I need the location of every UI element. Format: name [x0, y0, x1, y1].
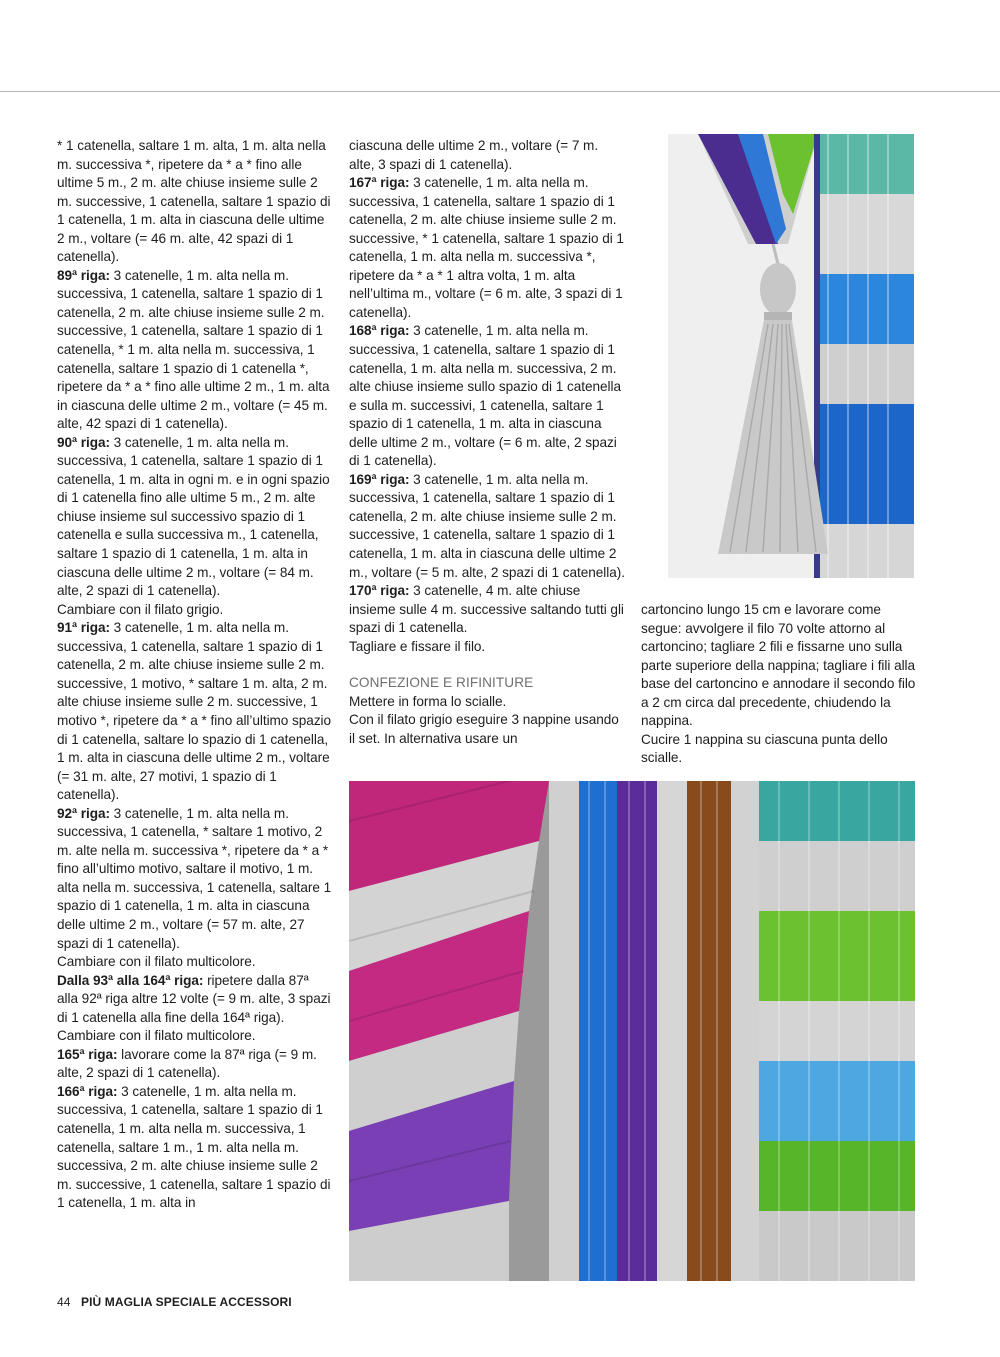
text-column-2 [349, 137, 625, 749]
tassel-photo [668, 134, 914, 578]
paragraph: 167ª riga: 3 catenelle, 1 m. alta nella m. successiva, 1 catenella, saltare 1 spazio di 1 catenella, 2 m. alte chiuse insieme sulle 2 m. successive, * 1 catenella, saltare 1 spazio di 1 catenella, 1 m. alta nella m. successiva *, ripetere da * a * 1 altra volta, 1 m. alta nell’ultima m., voltare (= 6 m. alte, 3 spazi di 1 catenella). [349, 175, 624, 320]
paragraph: cartoncino lungo 15 cm e lavorare come segue: avvolgere il filo 70 volte attorno al cartoncino; tagliare 2 fili e fissarne uno sulla parte superiore della nappina; tagliare i fili alla base del cartoncino e annodare il secondo filo a 2 cm circa dal precedente, chiudendo la nappina. [641, 602, 916, 729]
paragraph: 89ª riga: 3 catenelle, 1 m. alta nella m. successiva, 1 catenella, saltare 1 spazio di 1 catenella, 2 m. alte chiuse insieme sulle 2 m. successive, 1 catenella, saltare 1 spazio di 1 catenella, * 1 m. alta nella m. successiva, 1 catenella, saltare 1 spazio di 1 catenella *, ripetere da * a * fino alle ultime 2 m., 1 m. alta in ciascuna delle ultime 2 m., voltare (= 45 m. alte, 42 spazi di 1 catenella). [57, 267, 330, 432]
paragraph: Mettere in forma lo scialle. [349, 693, 507, 709]
paragraph: 169ª riga: 3 catenelle, 1 m. alta nella m. successiva, 1 catenella, saltare 1 spazio di 1 catenella, 2 m. alte chiuse insieme sulle 2 m. successive, 1 catenella, saltare 1 spazio di 1 catenella, 1 m. alta in ciascuna delle ultime 2 m., voltare (= 5 m. alte, 2 spazi di 1 catenella). [349, 471, 625, 580]
paragraph: Cambiare con il filato multicolore. [57, 1028, 256, 1044]
section-heading: CONFEZIONE E RIFINITURE [349, 675, 534, 691]
paragraph: 91ª riga: 3 catenelle, 1 m. alta nella m. successiva, 1 catenella, saltare 1 spazio di 1 catenella, 2 m. alte chiuse insieme sulle 2 m. successive, 1 motivo, * saltare 1 m. alta, 2 m. alte chiuse insieme sulle 2 m. successive, 1 motivo *, ripetere da * a * fino all’ultimo spazio di 1 catenella, saltare lo spazio di 1 catenella, 1 m. alta in ciascuna delle ultime 2 m., voltare (= 31 m. alte, 27 motivi, 1 spazio di 1 catenella). [57, 620, 332, 803]
row-label: 165ª riga: [57, 1046, 118, 1062]
paragraph: ciascuna delle ultime 2 m., voltare (= 7 m. alte, 3 spazi di 1 catenella). [349, 138, 599, 172]
row-label: 168ª riga: [349, 323, 410, 339]
row-label: 91ª riga: [57, 620, 110, 636]
paragraph: Cambiare con il filato grigio. [57, 601, 224, 617]
row-label: 89ª riga: [57, 267, 110, 283]
paragraph: * 1 catenella, saltare 1 m. alta, 1 m. alta nella m. successiva *, ripetere da * a * fino alle ultime 5 m., 2 m. alte chiuse insieme sulle 2 m. successive, 1 catenella, saltare 1 spazio di 1 catenella, 1 m. alta in ciascuna delle ultime 2 m., voltare (= 46 m. alte, 42 spazi di 1 catenella). [57, 138, 331, 265]
tassel-illustration [668, 134, 914, 578]
row-label: 92ª riga: [57, 805, 110, 821]
row-label: 166ª riga: [57, 1083, 118, 1099]
text-column-1 [57, 137, 333, 1213]
paragraph: Con il filato grigio eseguire 3 nappine usando il set. In alternativa usare un [349, 712, 619, 746]
paragraph: Cambiare con il filato multicolore. [57, 954, 256, 970]
row-label: Dalla 93ª alla 164ª riga: [57, 972, 204, 988]
paragraph: 170ª riga: 3 catenelle, 4 m. alte chiuse insieme sulle 4 m. successive saltando tutti gli spazi di 1 catenella. [349, 583, 624, 636]
paragraph: Tagliare e fissare il filo. [349, 638, 486, 654]
paragraph: Dalla 93ª alla 164ª riga: ripetere dalla 87ª alla 92ª riga altre 12 volte (= 9 m. alte, 3 spazi di 1 catenella alla fine della 164ª riga). [57, 972, 331, 1025]
shawl-illustration [349, 781, 915, 1281]
row-label: 90ª riga: [57, 434, 110, 450]
header-rule [0, 91, 1000, 92]
shawl-photo [349, 781, 915, 1281]
page-footer [57, 1295, 292, 1309]
paragraph: 92ª riga: 3 catenelle, 1 m. alta nella m. successiva, 1 catenella, * saltare 1 motivo, 2 m. alte nella m. successiva *, ripetere da * a * fino all’ultimo motivo, saltare il motivo, 1 m. alta nella m. successiva, 1 catenella, saltare 1 spazio di 1 catenella, 1 m. alta in ciascuna delle ultime 2 m., voltare (= 57 m. alte, 27 spazi di 1 catenella). [57, 805, 332, 951]
paragraph: 90ª riga: 3 catenelle, 1 m. alta nella m. successiva, 1 catenella, saltare 1 spazio di 1 catenella, 1 m. alta in ogni m. e in ogni spazio di 1 catenella fino alle ultime 5 m., 2 m. alte chiuse insieme sul successivo spazio di 1 catenella e sulla successiva m., 1 catenella, saltare 1 spazio di 1 catenella, 1 m. alta in ciascuna delle ultime 2 m., voltare (= 84 m. alte, 2 spazi di 1 catenella). [57, 434, 330, 599]
text-column-3 [641, 601, 916, 768]
row-label: 170ª riga: [349, 583, 410, 599]
magazine-title: PIÙ MAGLIA SPECIALE ACCESSORI [81, 1295, 292, 1309]
paragraph: Cucire 1 nappina su ciascuna punta dello scialle. [641, 731, 888, 766]
row-label: 169ª riga: [349, 471, 410, 487]
paragraph: 165ª riga: lavorare come la 87ª riga (= 9 m. alte, 2 spazi di 1 catenella). [57, 1046, 317, 1081]
page-number: 44 [57, 1295, 71, 1309]
row-label: 167ª riga: [349, 175, 410, 191]
paragraph: 166ª riga: 3 catenelle, 1 m. alta nella m. successiva, 1 catenella, saltare 1 spazio di 1 catenella, 1 m. alta nella m. successiva, 1 catenella, saltare 1 m., 1 m. alta nella m. successiva, 2 m. alte chiuse insieme sulle 2 m. successive, 1 catenella, saltare 1 spazio di 1 catenella, 1 m. alta in [57, 1083, 331, 1211]
paragraph: 168ª riga: 3 catenelle, 1 m. alta nella m. successiva, 1 catenella, saltare 1 spazio di 1 catenella, 1 m. alta nella m. successiva, 2 m. alte chiuse insieme sullo spazio di 1 catenella e sulla m. successivi, 1 catenella, saltare 1 spazio di 1 catenella, 1 m. alta in ciascuna delle ultime 2 m., voltare (= 6 m. alte, 2 spazi di 1 catenella). [349, 323, 621, 469]
